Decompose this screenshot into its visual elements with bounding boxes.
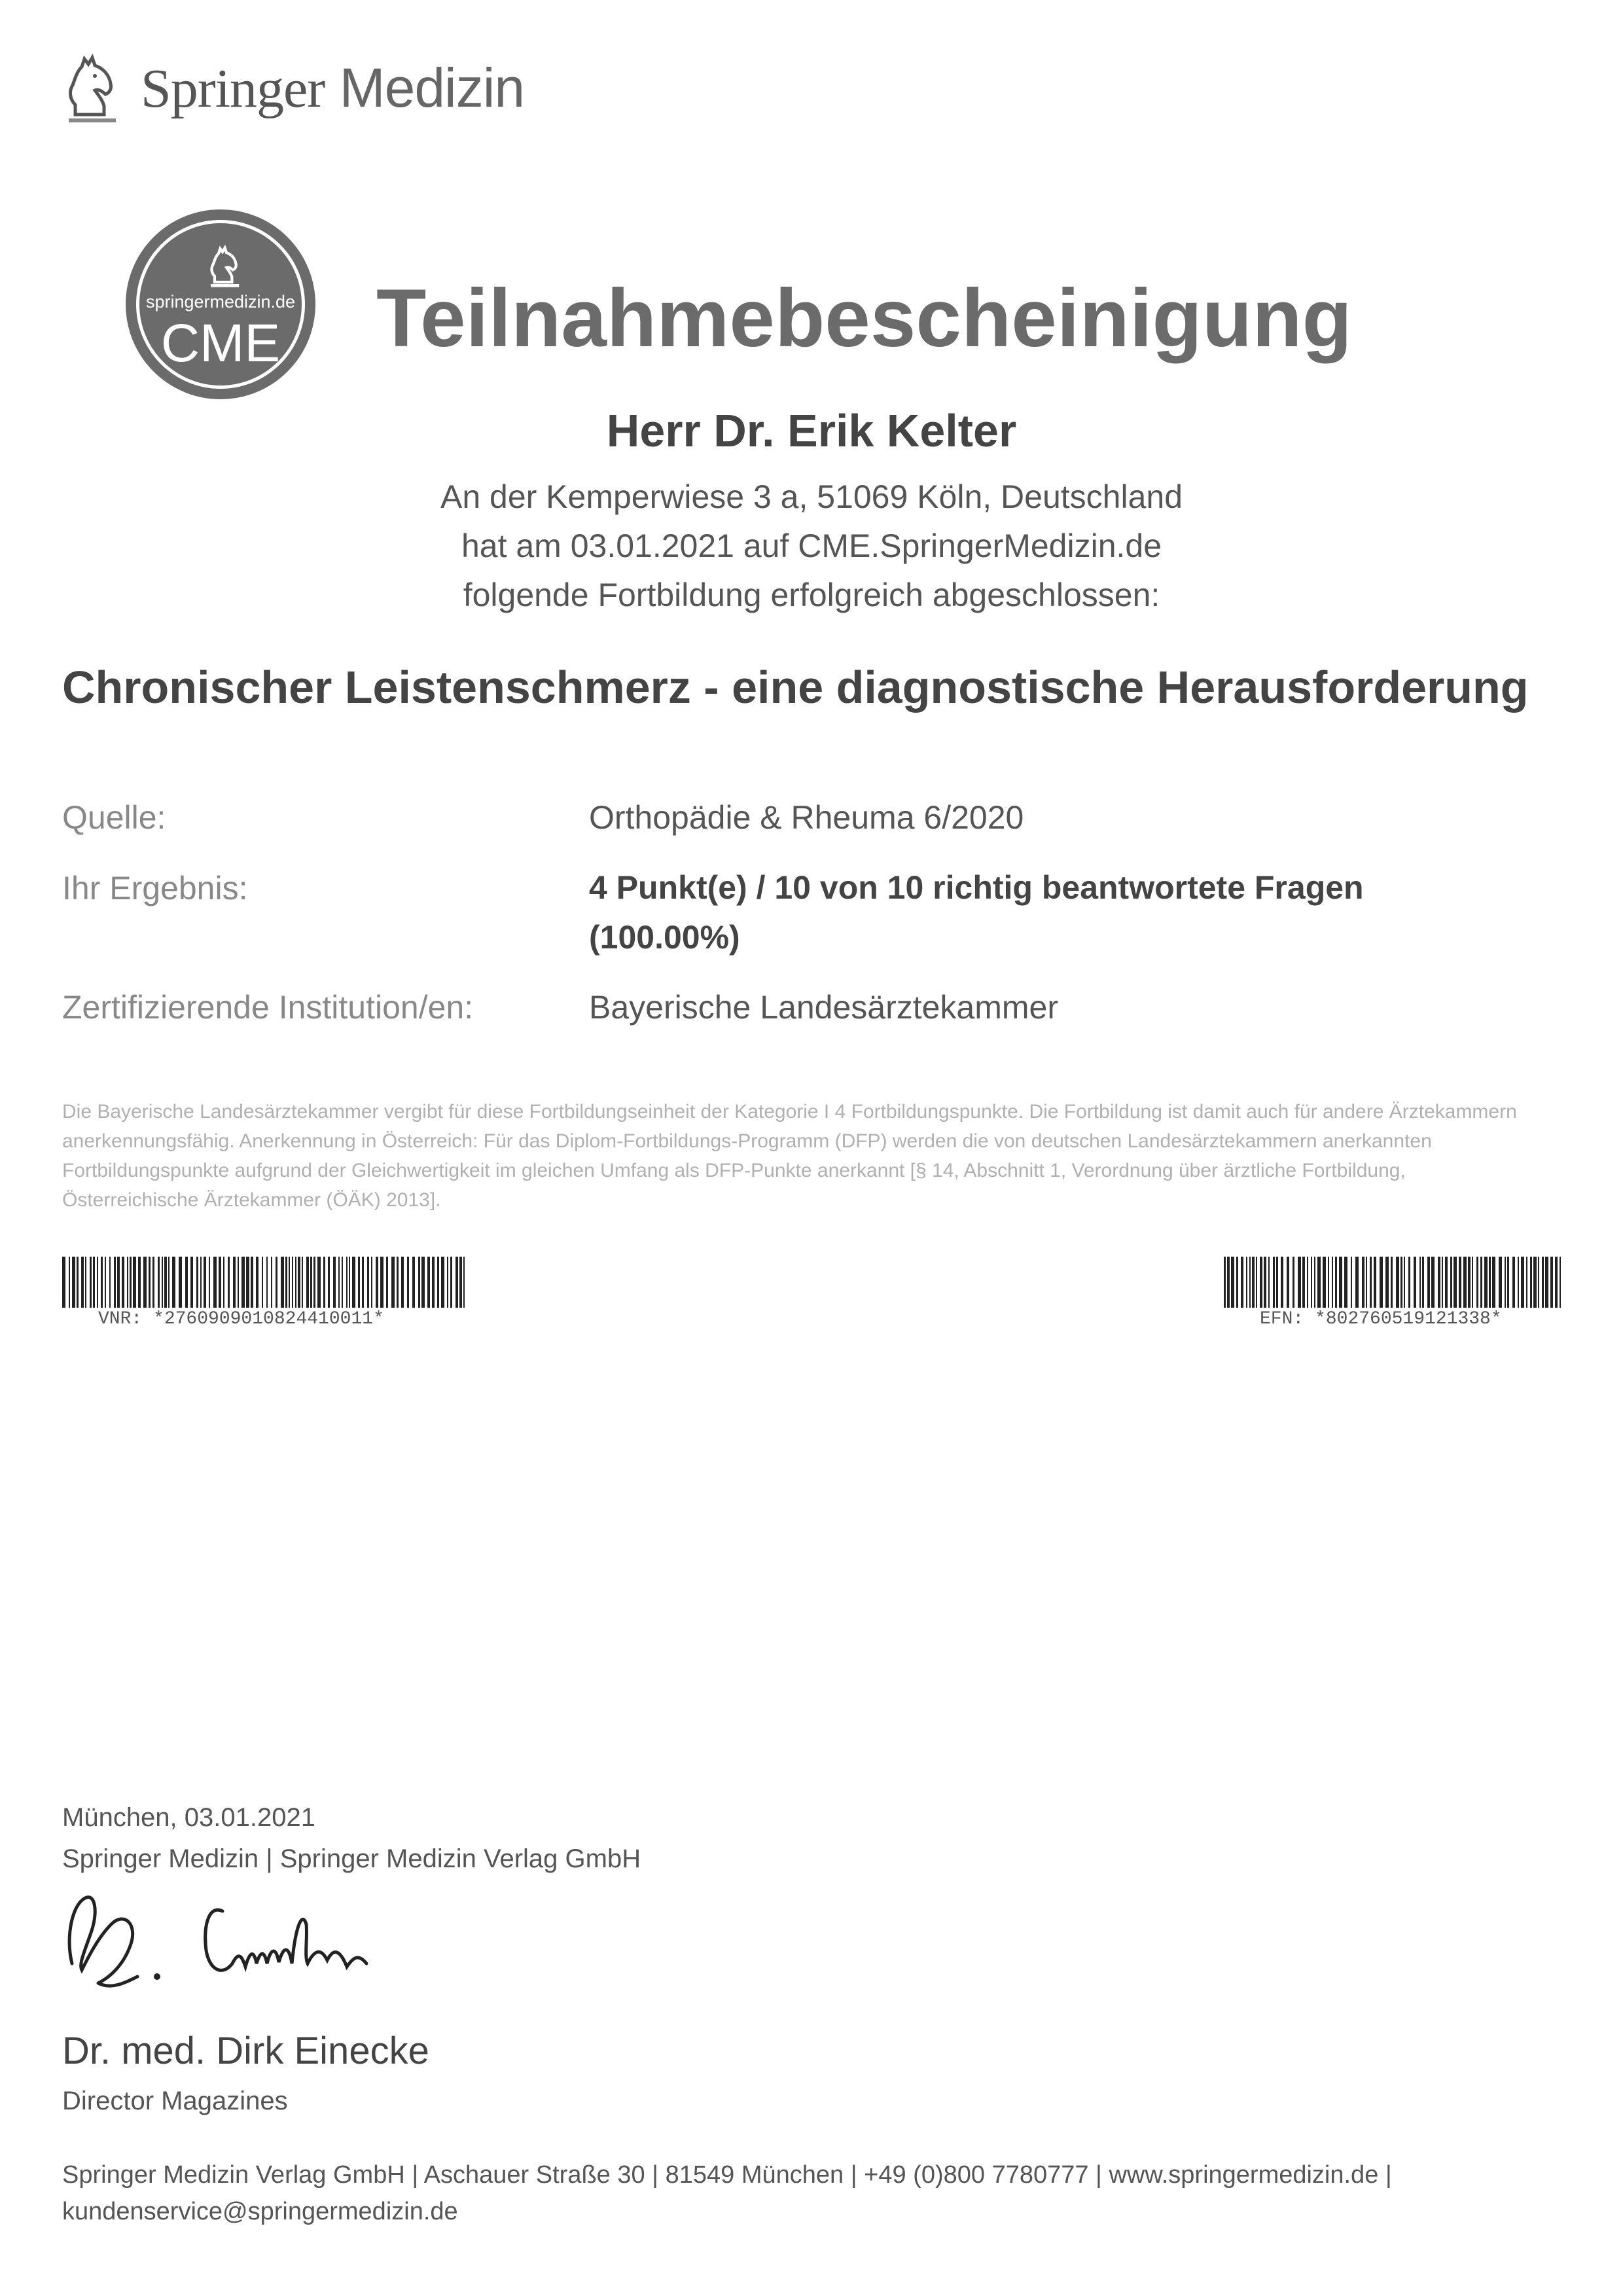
handwritten-signature — [59, 1885, 452, 1996]
source-label: Quelle: — [62, 799, 166, 836]
footer-contact — [62, 2157, 1567, 2230]
completion-statement: folgende Fortbildung erfolgreich abgeschlossen: — [463, 577, 1160, 613]
brand-medizin: Medizin — [339, 57, 525, 118]
institution-value: Bayerische Landesärztekammer — [589, 989, 1058, 1026]
source-value: Orthopädie & Rheuma 6/2020 — [589, 799, 1024, 836]
recognition-fine-print: Die Bayerische Landesärztekammer vergibt für diese Fortbildungseinheit der Kategorie I 4 Fortbildungspunkte. Die Fortbildung ist damit auch für andere Ärztekammern anerkennungsfähig. Anerkennung in Österreich: Für das Diplom-Fortbildungs-Programm (DFP) werden die von deutschen Landesärztekammern anerkannten Fortbildungspunkte aufgrund der Gleichwertigkeit im gleichen Umfang als DFP-Punkte anerkannt [§ 14, Abschnitt 1, Verordnung über ärztliche Fortbildung, Österreichische Ärztekammer (ÖÄK) 2013]. — [62, 1101, 1517, 1211]
completion-date-line: hat am 03.01.2021 auf CME.SpringerMedizin.de — [461, 528, 1162, 564]
document-title: Teilnahmebescheinigung — [376, 273, 1352, 364]
efn-barcode — [1224, 1257, 1561, 1308]
footer-line-1: Springer Medizin Verlag GmbH | Aschauer Straße 30 | 81549 München | +49 (0)800 7780777 | www.springermedizin.de | — [62, 2161, 1392, 2189]
brand-springer: Springer — [141, 58, 325, 119]
institution-label: Zertifizierende Institution/en: — [62, 989, 474, 1026]
signer-name: Dr. med. Dirk Einecke — [62, 2030, 429, 2072]
springer-knight-logo-icon — [62, 52, 121, 124]
recipient-address: An der Kemperwiese 3 a, 51069 Köln, Deutschland — [440, 478, 1183, 515]
place-date: München, 03.01.2021 — [62, 1803, 315, 1832]
issuing-company: Springer Medizin | Springer Medizin Verlag GmbH — [62, 1844, 641, 1873]
springer-medizin-logo — [62, 52, 524, 124]
recipient-name: Herr Dr. Erik Kelter — [606, 405, 1017, 456]
vnr-barcode — [62, 1257, 465, 1308]
result-value: 4 Punkt(e) / 10 von 10 richtig beantwortete Fragen (100.00%) — [589, 869, 1364, 956]
efn-barcode-text: EFN: *802760519121338* — [1260, 1309, 1502, 1329]
seal-url: springermedizin.de — [145, 292, 296, 312]
result-label: Ihr Ergebnis: — [62, 870, 248, 906]
cme-seal — [126, 209, 315, 399]
footer-line-2: kundenservice@springermedizin.de — [62, 2198, 458, 2225]
seal-cme-label: CME — [160, 314, 281, 373]
course-title: Chronischer Leistenschmerz - eine diagnostische Herausforderung — [62, 662, 1529, 713]
signer-role: Director Magazines — [62, 2087, 288, 2115]
vnr-barcode-text: VNR: *2760909010824410011* — [98, 1309, 384, 1329]
cme-seal-knight-icon — [207, 245, 242, 288]
brand-wordmark — [141, 56, 524, 120]
